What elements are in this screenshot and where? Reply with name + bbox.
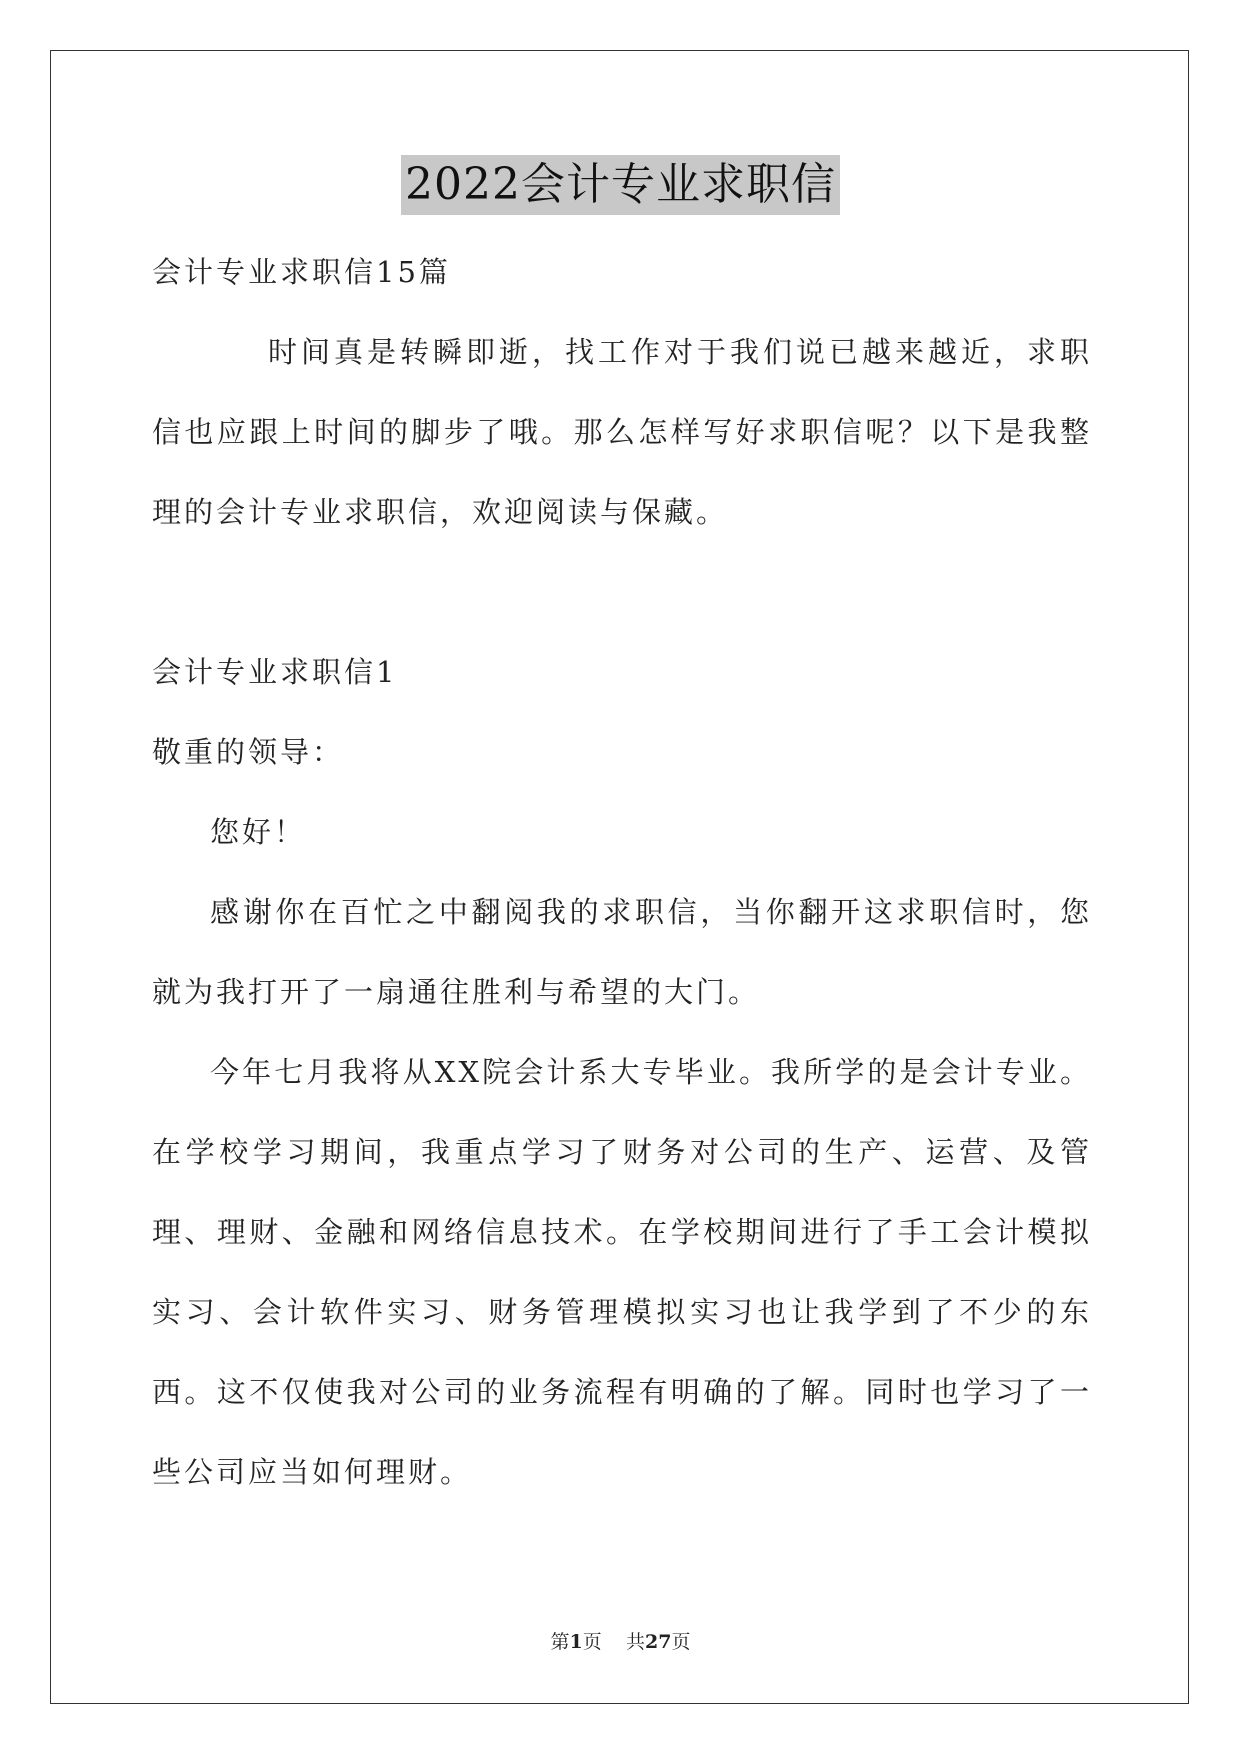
total-pages-number: 27: [644, 1631, 672, 1653]
letter-heading: 会计专业求职信1: [152, 655, 398, 689]
page-footer: [0, 1627, 1241, 1654]
document-subtitle: 会计专业求职信15篇: [152, 255, 451, 289]
document-title: 2022会计专业求职信: [401, 155, 840, 215]
document-body: [152, 232, 1092, 1512]
letter-paragraph: 今年七月我将从XX院会计系大专毕业。我所学的是会计专业。在学校学习期间，我重点学习了财务对公司的生产、运营、及管理、理财、金融和网络信息技术。在学校期间进行了手工会计模拟实习、会计软件实习、财务管理模拟实习也让我学到了不少的东西。这不仅使我对公司的业务流程有明确的了解。同时也学习了一些公司应当如何理财。: [152, 1055, 1092, 1489]
title-container: [0, 155, 1241, 215]
letter-paragraph: 感谢你在百忙之中翻阅我的求职信，当你翻开这求职信时，您就为我打开了一扇通往胜利与希望的大门。: [152, 895, 1092, 1009]
paragraph-spacer: [152, 552, 1092, 632]
current-page-number: 1: [569, 1631, 583, 1653]
page-suffix: 页: [582, 1631, 602, 1653]
letter-greeting: 您好！: [210, 815, 307, 849]
letter-salutation: 敬重的领导：: [152, 735, 345, 769]
total-prefix: 共: [625, 1631, 645, 1653]
intro-paragraph: 时间真是转瞬即逝，找工作对于我们说已越来越近，求职信也应跟上时间的脚步了哦。那么怎样写好求职信呢？以下是我整理的会计专业求职信，欢迎阅读与保藏。: [152, 335, 1092, 529]
total-suffix: 页: [671, 1631, 691, 1653]
page-prefix: 第: [550, 1631, 570, 1653]
